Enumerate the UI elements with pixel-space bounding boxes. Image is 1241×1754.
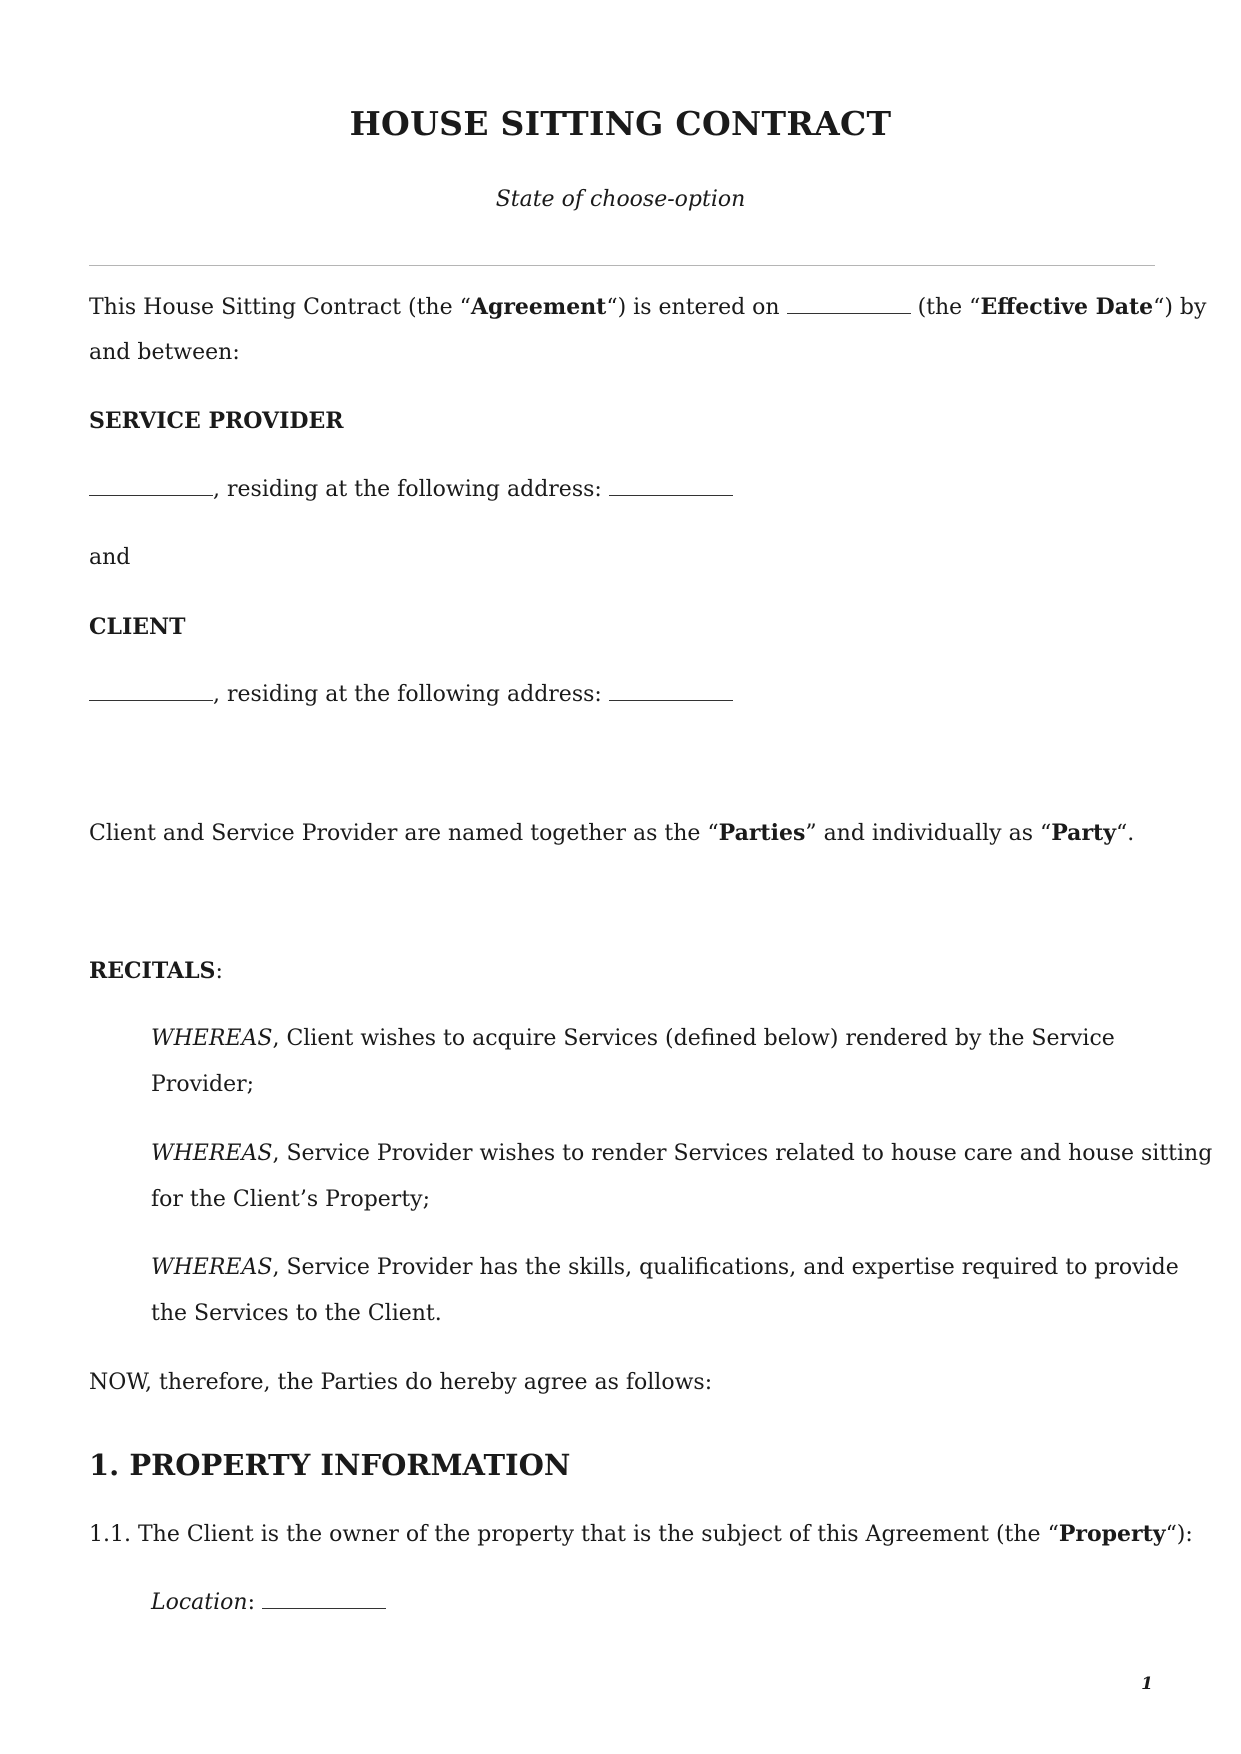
and-text: and bbox=[89, 545, 131, 570]
recital-3-line-1: WHEREAS, Service Provider has the skills, qualifications, and expertise required to provide bbox=[151, 1255, 1179, 1280]
property-term: Property bbox=[1058, 1521, 1166, 1547]
party-term: Party bbox=[1051, 820, 1116, 846]
recital-2-line-2: for the Client’s Property; bbox=[151, 1187, 430, 1212]
client-address-blank bbox=[609, 682, 733, 701]
header-divider bbox=[89, 265, 1155, 266]
intro-line-1: This House Sitting Contract (the “Agreement“) is entered on (the “Effective Date“) by bbox=[89, 294, 1207, 320]
effective-date-blank bbox=[787, 295, 911, 314]
intro-line-2: and between: bbox=[89, 340, 240, 365]
recital-1-line-1: WHEREAS, Client wishes to acquire Services (defined below) rendered by the Service bbox=[151, 1026, 1115, 1051]
document-title: HOUSE SITTING CONTRACT bbox=[349, 104, 892, 143]
service-provider-address-blank bbox=[609, 477, 733, 496]
service-provider-name-blank bbox=[89, 477, 213, 496]
location-blank bbox=[262, 1590, 386, 1609]
whereas-label: WHEREAS bbox=[151, 1141, 273, 1166]
now-therefore: NOW, therefore, the Parties do hereby agree as follows: bbox=[89, 1370, 713, 1395]
location-line: Location: bbox=[151, 1580, 386, 1626]
effective-date-term: Effective Date bbox=[980, 294, 1154, 320]
parties-term: Parties bbox=[718, 820, 806, 846]
section-1-heading: 1. PROPERTY INFORMATION bbox=[89, 1448, 571, 1482]
recital-1-line-2: Provider; bbox=[151, 1072, 255, 1097]
agreement-term: Agreement bbox=[470, 294, 607, 320]
page-number: 1 bbox=[1141, 1674, 1153, 1694]
service-provider-line: , residing at the following address: bbox=[89, 467, 733, 513]
client-heading: CLIENT bbox=[89, 614, 186, 640]
service-provider-heading: SERVICE PROVIDER bbox=[89, 408, 344, 434]
parties-sentence: Client and Service Provider are named together as the “Parties” and individually as “Party“. bbox=[89, 820, 1135, 846]
document-subtitle: State of choose-option bbox=[495, 187, 746, 212]
client-line: , residing at the following address: bbox=[89, 672, 733, 718]
clause-1-1: 1.1. The Client is the owner of the property that is the subject of this Agreement (the “Property“): bbox=[89, 1521, 1193, 1547]
recital-2-line-1: WHEREAS, Service Provider wishes to render Services related to house care and house sitting bbox=[151, 1141, 1213, 1166]
client-name-blank bbox=[89, 682, 213, 701]
location-label: Location bbox=[151, 1590, 248, 1615]
recitals-heading: RECITALS: bbox=[89, 958, 223, 984]
recital-3-line-2: the Services to the Client. bbox=[151, 1301, 442, 1326]
whereas-label: WHEREAS bbox=[151, 1026, 273, 1051]
whereas-label: WHEREAS bbox=[151, 1255, 273, 1280]
